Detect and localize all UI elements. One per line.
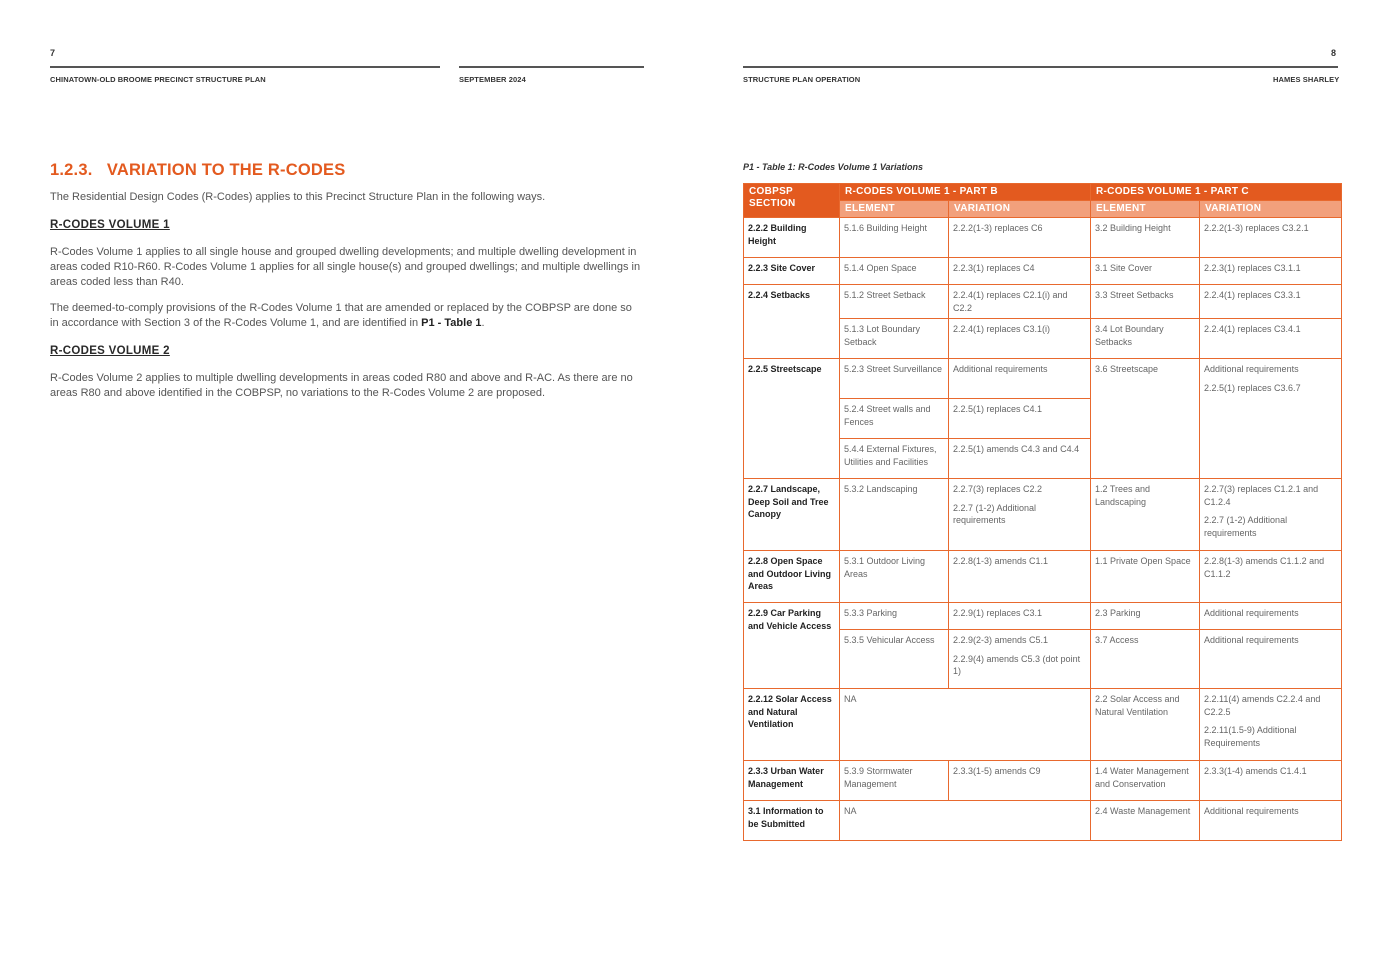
left-header-rule-2: [459, 66, 644, 68]
c-element-cell: 1.1 Private Open Space: [1091, 551, 1200, 603]
table-header-row-1: [744, 184, 1342, 201]
b-variation-cell: 2.2.5(1) replaces C4.1: [949, 399, 1091, 439]
c-element-cell: 3.6 Streetscape: [1091, 359, 1200, 479]
section-cell: 2.2.7 Landscape, Deep Soil and Tree Canopy: [744, 479, 840, 551]
c-variation-cell: 2.2.8(1-3) amends C1.1.2 and C1.1.2: [1200, 551, 1342, 603]
c-variation-cell: 2.2.2(1-3) replaces C3.2.1: [1200, 218, 1342, 258]
b-variation-cell: 2.2.4(1) replaces C3.1(i): [949, 319, 1091, 359]
c-element-cell: 1.4 Water Management and Conservation: [1091, 761, 1200, 801]
b-variation-cell: 2.2.9(1) replaces C3.1: [949, 603, 1091, 630]
b-variation-line: 2.2.7 (1-2) Additional requirements: [953, 502, 1037, 525]
section-number: 1.2.3.: [50, 161, 93, 179]
vol1-paragraph-2-end: .: [481, 317, 485, 329]
c-variation-cell: Additional requirements: [1200, 603, 1342, 630]
c-variation-line: 2.2.7 (1-2) Additional requirements: [1204, 515, 1288, 538]
b-variation-line: 2.2.9(4) amends C5.3 (dot point 1): [953, 653, 1081, 676]
vol1-heading: R-CODES VOLUME 1: [50, 219, 170, 231]
c-variation-cell: [1200, 359, 1342, 479]
b-variation-cell: 2.3.3(1-5) amends C9: [949, 761, 1091, 801]
c-variation-cell: [1200, 689, 1342, 761]
c-element-cell: 3.7 Access: [1091, 630, 1200, 689]
table-row: [744, 258, 1342, 285]
intro-paragraph: The Residential Design Codes (R-Codes) applies to this Precinct Structure Plan in the following ways.: [50, 191, 546, 203]
table-row: [744, 218, 1342, 258]
b-variation-cell: 2.2.3(1) replaces C4: [949, 258, 1091, 285]
vol2-paragraph: R-Codes Volume 2 applies to multiple dwelling developments in areas coded R80 and above and R-AC. As there are no areas R80 and above identified in the COBPSP, no variations to the R-Codes Volume 2 are proposed.: [50, 372, 633, 399]
c-variation-cell: Additional requirements: [1200, 801, 1342, 841]
section-heading: [50, 161, 345, 180]
section-cell: 2.2.5 Streetscape: [744, 359, 840, 479]
c-element-cell: 3.3 Street Setbacks: [1091, 285, 1200, 319]
table-row: [744, 285, 1342, 319]
header-b-variation: VARIATION: [949, 201, 1091, 218]
section-cell: 2.2.4 Setbacks: [744, 285, 840, 359]
c-variation-cell: 2.2.4(1) replaces C3.3.1: [1200, 285, 1342, 319]
b-element-cell: 5.3.2 Landscaping: [840, 479, 949, 551]
b-element-cell: 5.1.4 Open Space: [840, 258, 949, 285]
b-variation-cell: 2.2.8(1-3) amends C1.1: [949, 551, 1091, 603]
c-variation-line: 2.2.7(3) replaces C1.2.1 and C1.2.4: [1204, 484, 1319, 507]
header-b-element: ELEMENT: [840, 201, 949, 218]
b-variation-cell: [949, 630, 1091, 689]
b-na-cell: NA: [840, 689, 1091, 761]
b-variation-cell: 2.2.2(1-3) replaces C6: [949, 218, 1091, 258]
b-element-cell: 5.1.3 Lot Boundary Setback: [840, 319, 949, 359]
c-variation-cell: 2.2.4(1) replaces C3.4.1: [1200, 319, 1342, 359]
b-element-cell: 5.4.4 External Fixtures, Utilities and Facilities: [840, 439, 949, 479]
c-variation-line: 2.2.5(1) replaces C3.6.7: [1204, 382, 1301, 393]
table-row: [744, 801, 1342, 841]
table-caption: P1 - Table 1: R-Codes Volume 1 Variations: [743, 162, 924, 172]
c-element-cell: 3.1 Site Cover: [1091, 258, 1200, 285]
b-element-cell: 5.2.4 Street walls and Fences: [840, 399, 949, 439]
c-element-cell: 1.2 Trees and Landscaping: [1091, 479, 1200, 551]
section-cell: 2.2.2 Building Height: [744, 218, 840, 258]
b-element-cell: 5.3.9 Stormwater Management: [840, 761, 949, 801]
c-variation-line: 2.2.11(1.5-9) Additional Requirements: [1204, 725, 1297, 748]
right-header-rule: [743, 66, 1338, 68]
section-cell: 2.2.3 Site Cover: [744, 258, 840, 285]
left-running-header: CHINATOWN-OLD BROOME PRECINCT STRUCTURE PLAN: [50, 75, 266, 84]
c-variation-cell: 2.3.3(1-4) amends C1.4.1: [1200, 761, 1342, 801]
b-element-cell: 5.2.3 Street Surveillance: [840, 359, 949, 399]
left-header-rule-1: [50, 66, 440, 68]
vol1-paragraph-2-text: The deemed-to-comply provisions of the R-Codes Volume 1 that are amended or replaced by the COBPSP are done so in accordance with Section 3 of the R-Codes Volume 1, and are identified in: [50, 302, 632, 329]
b-element-cell: 5.1.2 Street Setback: [840, 285, 949, 319]
c-element-cell: 2.3 Parking: [1091, 603, 1200, 630]
section-cell: 2.2.12 Solar Access and Natural Ventilation: [744, 689, 840, 761]
right-running-header: STRUCTURE PLAN OPERATION: [743, 75, 861, 84]
left-header-date: SEPTEMBER 2024: [459, 75, 526, 84]
right-header-company: HAMES SHARLEY: [1273, 75, 1340, 84]
b-variation-line: 2.2.9(2-3) amends C5.1: [953, 635, 1049, 645]
b-na-cell: NA: [840, 801, 1091, 841]
vol1-paragraph-1: R-Codes Volume 1 applies to all single house and grouped dwelling developments; and multiple dwelling development in areas coded R10-R60. R-Codes Volume 1 applies for all single house(s) and grouped dwellings; and multiple dwellings in areas coded less than R40.: [50, 246, 641, 288]
table-row: [744, 689, 1342, 761]
header-part-c: R-CODES VOLUME 1 - PART C: [1091, 184, 1342, 201]
c-element-cell: 3.2 Building Height: [1091, 218, 1200, 258]
c-variation-cell: [1200, 479, 1342, 551]
vol2-heading: R-CODES VOLUME 2: [50, 345, 170, 357]
section-cell: 2.2.8 Open Space and Outdoor Living Areas: [744, 551, 840, 603]
c-element-cell: 2.2 Solar Access and Natural Ventilation: [1091, 689, 1200, 761]
header-c-element: ELEMENT: [1091, 201, 1200, 218]
b-variation-cell: 2.2.4(1) replaces C2.1(i) and C2.2: [949, 285, 1091, 319]
right-page-number: 8: [1331, 48, 1337, 58]
c-variation-line: Additional requirements: [1204, 364, 1299, 374]
header-c-variation: VARIATION: [1200, 201, 1342, 218]
c-element-cell: 2.4 Waste Management: [1091, 801, 1200, 841]
section-cell: 3.1 Information to be Submitted: [744, 801, 840, 841]
b-variation-cell: 2.2.5(1) amends C4.3 and C4.4: [949, 439, 1091, 479]
section-cell: 2.3.3 Urban Water Management: [744, 761, 840, 801]
b-variation-cell: Additional requirements: [949, 359, 1091, 399]
header-cobpsp-section: COBPSP SECTION: [744, 184, 840, 218]
b-element-cell: 5.1.6 Building Height: [840, 218, 949, 258]
table-reference: P1 - Table 1: [421, 317, 482, 329]
vol1-paragraph-2: [50, 301, 640, 331]
table-row: [744, 551, 1342, 603]
b-element-cell: 5.3.1 Outdoor Living Areas: [840, 551, 949, 603]
b-element-cell: 5.3.3 Parking: [840, 603, 949, 630]
c-variation-cell: Additional requirements: [1200, 630, 1342, 689]
b-element-cell: 5.3.5 Vehicular Access: [840, 630, 949, 689]
c-variation-cell: 2.2.3(1) replaces C3.1.1: [1200, 258, 1342, 285]
section-cell: 2.2.9 Car Parking and Vehicle Access: [744, 603, 840, 689]
table-row: [744, 359, 1342, 399]
table-row: [744, 479, 1342, 551]
section-title: VARIATION TO THE R-CODES: [106, 161, 346, 179]
c-element-cell: 3.4 Lot Boundary Setbacks: [1091, 319, 1200, 359]
table-row: [744, 761, 1342, 801]
left-page-number: 7: [50, 48, 56, 58]
table-row: [744, 603, 1342, 630]
r-codes-variations-table: [743, 183, 1342, 841]
c-variation-line: 2.2.11(4) amends C2.2.4 and C2.2.5: [1204, 694, 1321, 717]
b-variation-line: 2.2.7(3) replaces C2.2: [953, 484, 1043, 494]
b-variation-cell: [949, 479, 1091, 551]
header-part-b: R-CODES VOLUME 1 - PART B: [840, 184, 1091, 201]
